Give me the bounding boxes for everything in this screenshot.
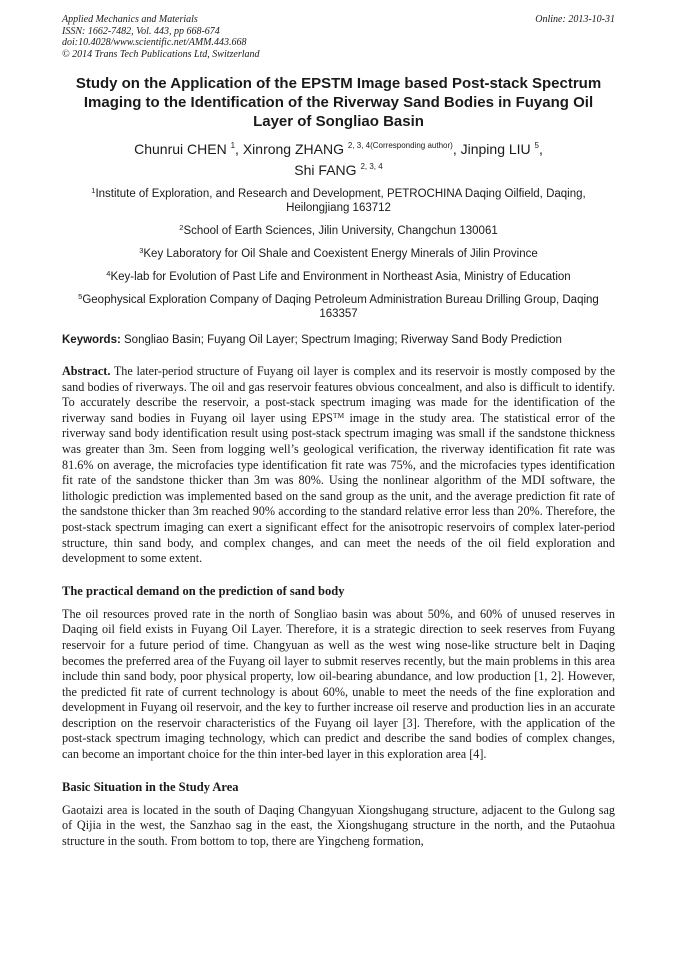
affiliation-superscript: 3 (139, 246, 144, 255)
section-paragraph: The oil resources proved rate in the north of Songliao basin was about 50%, and 60% of unused reserves in Daqing oil field exists in Fuyang Oil Layer. Therefore, it is a strategic direction to seek reserves from Fuyang reservoir for a future period of time. Changyuan as well as the west wing nose-like structure belt in Daqing becomes the preferred area of the Fuyang oil layer to submit reserves recently, but the main problems in this area include thin sand body, poor physical property, low oil-bearing abundance, and low production [1, 2]. However, the predicted fit rate of current technology is about 60%, unable to meet the needs of the fine exploration and development in Fuyang oil reservoir, and the key to further increase oil reserve and production lies in an accurate description on the reservoir characteristics of the Fuyang oil layer [3]. Therefore, with the application of the post-stack spectrum imaging technology, which can predict and describe the sand bodies of complex changes, can become an important choice for the thin inter-bed layer in this exploration area [4]. (62, 606, 615, 762)
affiliation-list (62, 187, 615, 321)
abstract-text-part1: The later-period structure of Fuyang oil layer is complex and its reservoir is mostly composed by the sand bodies of riverways. The oil and gas reservoir features obvious concealment, and also is difficult to identify. To accurately describe the reservoir, a post-stack spectrum imaging was made for the identification of the riverway sand bodies in Fuyang oil layer using EPS (62, 364, 615, 425)
issn-line: ISSN: 1662-7482, Vol. 443, pp 668-674 (62, 25, 220, 37)
copyright-line: © 2014 Trans Tech Publications Ltd, Switzerland (62, 48, 260, 60)
keywords-text: Songliao Basin; Fuyang Oil Layer; Spectrum Imaging; Riverway Sand Body Prediction (124, 334, 562, 346)
paper-title: Study on the Application of the EPSTM Image based Post-stack Spectrum Imaging to the Identification of the Riverway Sand Bodies in Fuyang Oil Layer of Songliao Basin (75, 75, 602, 130)
author-name: Xinrong ZHANG (242, 141, 344, 157)
paper-page (62, 14, 615, 849)
author-superscript: 1 (230, 141, 236, 150)
section-heading: The practical demand on the prediction of sand body (62, 583, 345, 598)
author-separator: , (235, 141, 243, 157)
affiliation-text: Key-lab for Evolution of Past Life and Environment in Northeast Asia, Ministry of Education (110, 271, 571, 283)
online-date: Online: 2013-10-31 (535, 14, 615, 25)
author-name: Chunrui CHEN (134, 141, 227, 157)
affiliation (62, 187, 615, 215)
author-name: Jinping LIU (460, 141, 531, 157)
author-superscript: 2, 3, 4 (360, 162, 383, 171)
author-name: Shi FANG (294, 162, 357, 178)
affiliation (62, 270, 615, 284)
author-separator: , (539, 141, 543, 157)
keywords-label: Keywords: (62, 334, 121, 346)
affiliation (62, 247, 615, 261)
author-list (62, 139, 615, 181)
affiliation-text: Geophysical Exploration Company of Daqing Petroleum Administration Bureau Drilling Group, Daqing 163357 (82, 294, 599, 320)
author-separator: , (452, 141, 461, 157)
abstract (62, 364, 615, 567)
affiliation (62, 224, 615, 238)
affiliation-superscript: 4 (106, 269, 111, 278)
abstract-label: Abstract. (62, 364, 111, 378)
abstract-text-part2: image in the study area. The statistical error of the riverway sand body identification result using post-stack spectrum imaging was small if the sandstone thickness was greater than 3m. Seen from logging well’s geological verification, the riverway identification fit rate was 81.6% on average, the microfacies type identification fit rate was 75%, and the microfacies types identification fit rate of the sandstone thicker than 3m was 80%. Using the nonlinear algorithm of the MDI software, the lithologic prediction was implemented based on the sand group as the unit, and the average prediction fit rate of the sandstone thicker than 3m reached 90% according to the standard relative error less than 20%. Therefore, the post-stack spectrum imaging can exert a significant effect for the anisotropic reservoirs of complex later-period structure, thin sand body, and complex changes, and can meet the needs of the oil field exploration and development to some extent. (62, 410, 615, 566)
affiliation-superscript: 1 (91, 186, 96, 195)
keywords (62, 333, 615, 347)
affiliation-superscript: 2 (179, 223, 184, 232)
affiliation-superscript: 5 (78, 292, 83, 301)
trademark-superscript: TM (332, 410, 345, 420)
affiliation-text: Key Laboratory for Oil Shale and Coexistent Energy Minerals of Jilin Province (143, 248, 538, 260)
affiliation-text: Institute of Exploration, and Research and Development, PETROCHINA Daqing Oilfield, Daqing, Heilongjiang 163712 (95, 188, 586, 214)
section-heading: Basic Situation in the Study Area (62, 779, 239, 794)
affiliation (62, 293, 615, 321)
author-superscript: 5 (534, 141, 539, 150)
author-superscript: 2, 3, 4(Corresponding author) (347, 141, 453, 150)
doi-line: doi:10.4028/www.scientific.net/AMM.443.668 (62, 37, 247, 48)
journal-name: Applied Mechanics and Materials (62, 14, 198, 25)
affiliation-text: School of Earth Sciences, Jilin University, Changchun 130061 (183, 225, 498, 237)
section-paragraph: Gaotaizi area is located in the south of Daqing Changyuan Xiongshugang structure, adjacent to the Gulong sag of Qijia in the west, the Sanzhao sag in the east, the Xiongshugang structure in the north, and the Putaohua structure in the south. From bottom to top, there are Yingcheng formation, (62, 802, 615, 848)
journal-header (62, 14, 615, 60)
